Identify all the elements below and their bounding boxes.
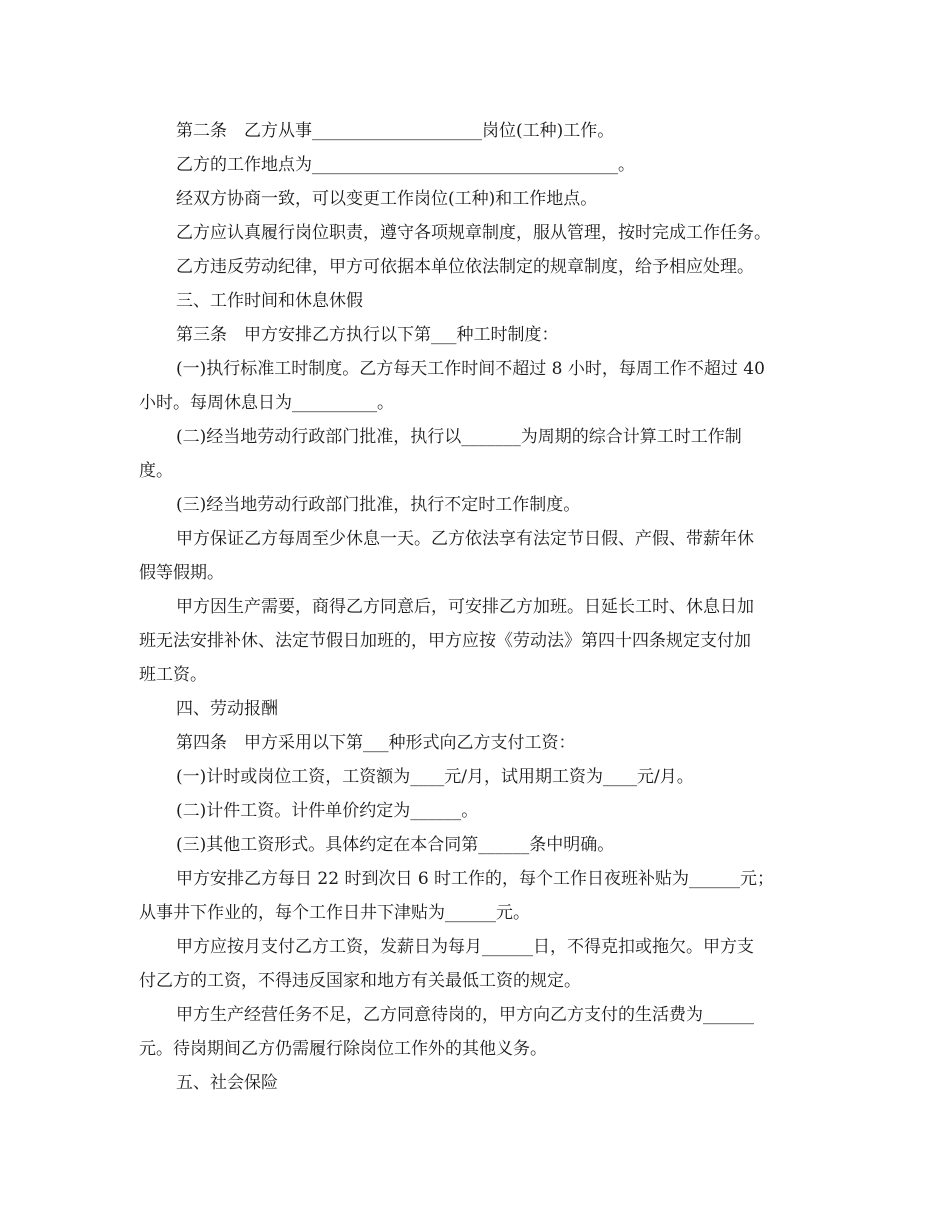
section-3-heading: 三、工作时间和休息休假 <box>176 291 363 311</box>
payday-line-2: 付乙方的工资，不得违反国家和地方有关最低工资的规定。 <box>139 971 581 991</box>
night-allowance-line-1: 甲方安排乙方每日 22 时到次日 6 时工作的，每个工作日夜班补贴为______元； <box>176 869 775 889</box>
section-5-heading: 五、社会保险 <box>176 1073 278 1093</box>
standby-line-2: 元。待岗期间乙方仍需履行除岗位工作外的其他义务。 <box>139 1039 547 1059</box>
time-wage: (一)计时或岗位工资，工资额为____元/月，试用期工资为____元/月。 <box>176 767 694 787</box>
piece-wage: (二)计件工资。计件单价约定为______。 <box>176 801 479 821</box>
section-4-heading: 四、劳动报酬 <box>176 699 278 719</box>
comprehensive-hours-line-1: (二)经当地劳动行政部门批准，执行以_______为周期的综合计算工时工作制 <box>176 427 742 447</box>
rest-guarantee-line-2: 假等假期。 <box>139 563 224 583</box>
change-by-agreement: 经双方协商一致，可以变更工作岗位(工种)和工作地点。 <box>176 189 598 209</box>
standby-line-1: 甲方生产经营任务不足，乙方同意待岗的，甲方向乙方支付的生活费为______ <box>176 1005 754 1025</box>
comprehensive-hours-line-2: 度。 <box>139 461 173 481</box>
other-wage: (三)其他工资形式。具体约定在本合同第______条中明确。 <box>176 835 615 855</box>
night-allowance-line-2: 从事井下作业的，每个工作日井下津贴为______元。 <box>139 903 530 923</box>
overtime-line-3: 班工资。 <box>139 665 207 685</box>
overtime-line-1: 甲方因生产需要，商得乙方同意后，可安排乙方加班。日延长工时、休息日加 <box>176 597 754 617</box>
standard-hours-line-1: (一)执行标准工时制度。乙方每天工作时间不超过 8 小时，每周工作不超过 40 <box>176 359 765 379</box>
duty-obligation: 乙方应认真履行岗位职责，遵守各项规章制度，服从管理，按时完成工作任务。 <box>176 223 771 243</box>
overtime-line-2: 班无法安排补休、法定节假日加班的，甲方应按《劳动法》第四十四条规定支付加 <box>139 631 751 651</box>
article-2-post: 第二条 乙方从事____________________岗位(工种)工作。 <box>176 121 615 141</box>
contract-body <box>139 114 813 1100</box>
article-4-wage-form: 第四条 甲方采用以下第___种形式向乙方支付工资： <box>176 733 576 753</box>
payday-line-1: 甲方应按月支付乙方工资，发薪日为每月______日，不得克扣或拖欠。甲方支 <box>176 937 754 957</box>
rest-guarantee-line-1: 甲方保证乙方每周至少休息一天。乙方依法享有法定节日假、产假、带薪年休 <box>176 529 754 549</box>
work-location: 乙方的工作地点为____________________________________。 <box>176 155 635 175</box>
discipline-clause: 乙方违反劳动纪律，甲方可依据本单位依法制定的规章制度，给予相应处理。 <box>176 257 754 277</box>
flexible-hours: (三)经当地劳动行政部门批准，执行不定时工作制度。 <box>176 495 581 515</box>
article-3-hours: 第三条 甲方安排乙方执行以下第___种工时制度： <box>176 325 559 345</box>
standard-hours-line-2: 小时。每周休息日为__________。 <box>139 393 394 413</box>
